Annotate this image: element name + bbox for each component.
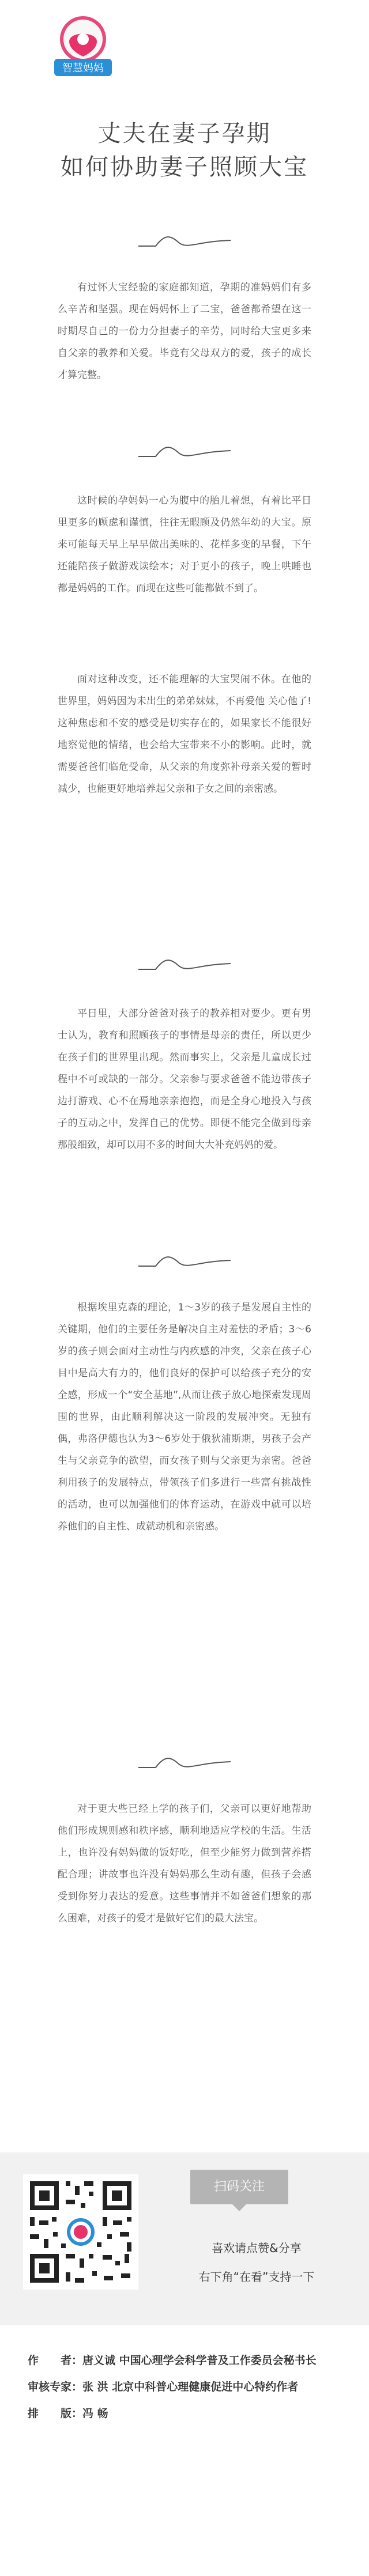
paragraph-3: 面对这种改变，还不能理解的大宝哭闹不休。在他的世界里，妈妈因为未出生的弟弟妹妹，不再爱他 关心他了!这种焦虑和不安的感受是切实存在的，如果家长不能很好地察觉他的情绪，也会给大宝带来不小的影响。此时，就需要爸爸们临危受命，从父亲的角度弥补母亲关爱的暂时减少，也能更好地培养起父亲和子女之间的亲密感。 <box>58 674 311 795</box>
credit-reviewer: 审核专家：张 洪 北京中科普心理健康促进中心特约作者 <box>28 2381 299 2393</box>
wave-divider <box>138 438 231 461</box>
wave-divider <box>138 951 231 974</box>
wave-divider <box>138 228 231 251</box>
paragraph-2: 这时候的孕妈妈一心为腹中的胎儿着想，有着比平日里更多的顾虑和谨慎，往往无暇顾及仍然年幼的大宝。原来可能每天早上早早做出美味的、花样多变的早餐，下午还能陪孩子做游戏读绘本；对于更小的孩子，晚上哄睡也都是妈妈的工作。而现在这些可能都做不到了。 <box>58 495 311 594</box>
paragraph-5: 根据埃里克森的理论，1～3岁的孩子是发展自主性的关键期，他们的主要任务是解决自主对羞怯的矛盾；3～6岁的孩子则会面对主动性与内疚感的冲突，父亲在孩子心目中是高大有力的，他们良好的保护可以给孩子充分的安全感，形成一个“安全基地”,从而让孩子放心地探索发现周围的世界，由此顺利解决这一阶段的发展冲突。无独有偶，弗洛伊德也认为3～6岁处于俄狄浦斯期，男孩子会产生与父亲竞争的欲望，而女孩子则与父亲更为亲密。爸爸利用孩子的发展特点，带领孩子们多进行一些富有挑战性的活动，也可以加强他们的体育运动，在游戏中就可以培养他们的自主性、成就动机和亲密感。 <box>58 1302 311 1532</box>
scan-follow-badge: 扫码关注 <box>190 2170 288 2204</box>
qr-code[interactable] <box>23 2174 138 2290</box>
page-title-line1: 丈夫在妻子孕期 <box>97 120 272 147</box>
wave-divider <box>138 1248 231 1271</box>
credits <box>28 2348 345 2428</box>
page-title-line2: 如何协助妻子照顾大宝 <box>61 154 308 180</box>
share-hint-1: 喜欢请点赞&分享 <box>212 2241 302 2255</box>
credit-layout: 排 版：冯 畅 <box>28 2407 108 2420</box>
paragraph-4: 平日里，大部分爸爸对孩子的教养相对要少。更有男士认为，教育和照顾孩子的事情是母亲的责任，所以更少在孩子们的世界里出现。然而事实上，父亲是儿童成长过程中不可或缺的一部分。父亲参与要求爸爸不能边带孩子边打游戏、心不在焉地亲亲抱抱，而是全身心地投入与孩子的互动之中，发挥自己的优势。即便不能完全做到母亲那般细致，却可以用不多的时间大大补充妈妈的爱。 <box>58 1008 311 1151</box>
logo-text: 智慧妈妈 <box>62 62 104 74</box>
follow-section <box>0 2152 369 2325</box>
wave-divider <box>138 1749 231 1772</box>
share-hint-2: 右下角“在看”支持一下 <box>198 2270 315 2284</box>
paragraph-6: 对于更大些已经上学的孩子们，父亲可以更好地帮助他们形成规则感和秩序感，顺利地适应学校的生活。生活上，也许没有妈妈做的饭好吃，但至少能努力做到营养搭配合理；讲故事也许没有妈妈那么生动有趣，但孩子会感受到你努力表达的爱意。这些事情并不如爸爸们想象的那么困难，对孩子的爱才是做好它们的最大法宝。 <box>58 1803 311 1924</box>
brand-logo <box>48 13 118 82</box>
paragraph-1: 有过怀大宝经验的家庭都知道，孕期的准妈妈们有多么辛苦和坚强。现在妈妈怀上了二宝，爸爸都希望在这一时期尽自己的一份力分担妻子的辛劳，同时给大宝更多来自父亲的教养和关爱。毕竟有父母双方的爱，孩子的成长才算完整。 <box>58 282 311 381</box>
credit-author: 作 者：唐义诚 中国心理学会科学普及工作委员会秘书长 <box>28 2354 317 2367</box>
